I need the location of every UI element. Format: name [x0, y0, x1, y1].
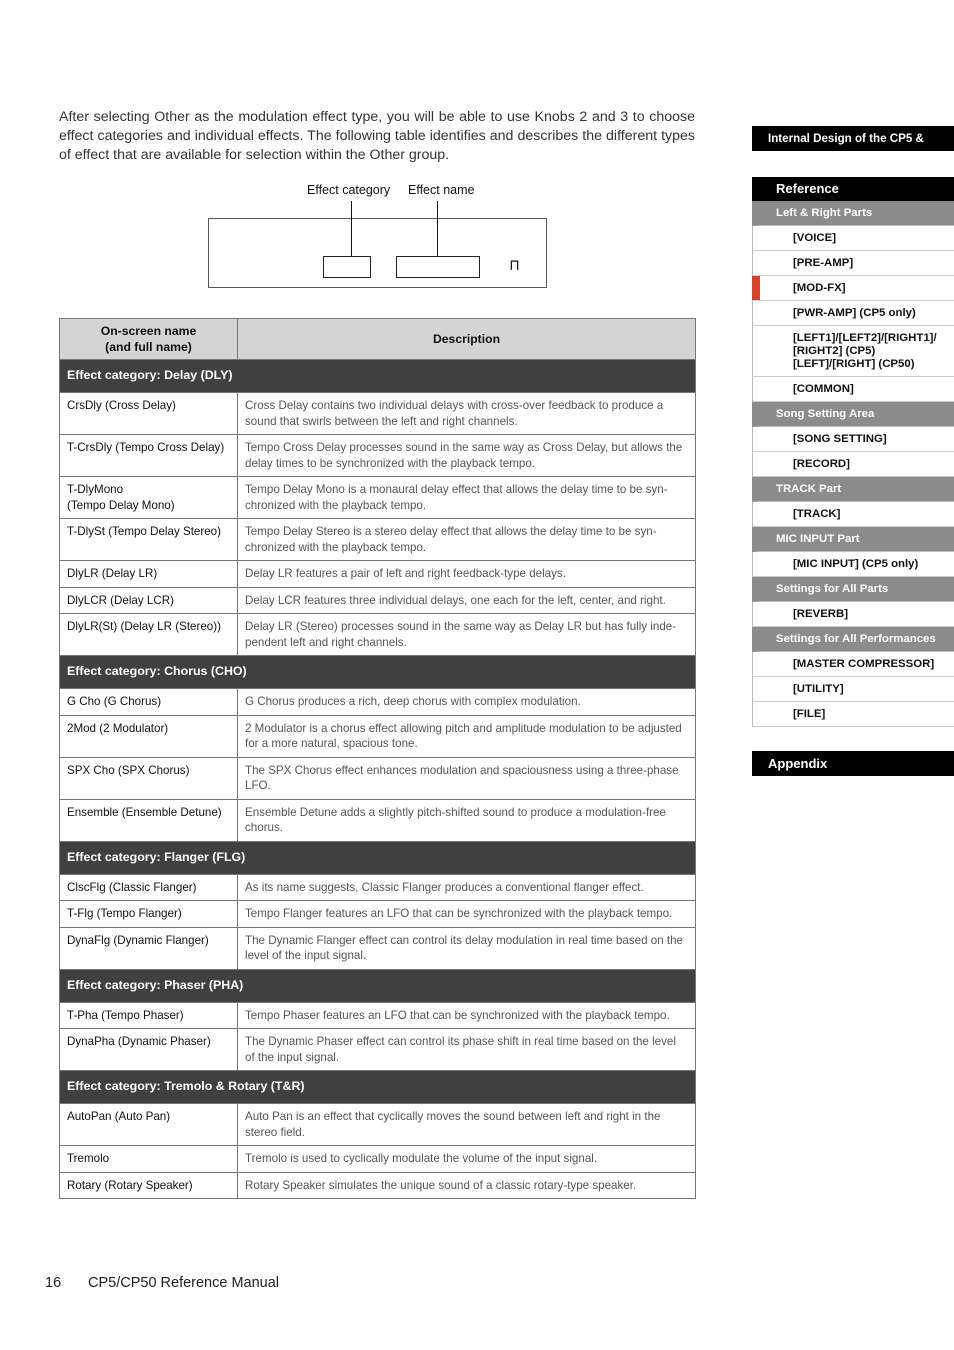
effect-description-cell: Tempo Cross Delay processes sound in the same way as Cross Delay, but allows the delay times to be synchronized with the playback tempo.: [238, 435, 696, 477]
effect-name-cell: T-DlySt (Tempo Delay Stereo): [60, 519, 238, 561]
effect-description-cell: As its name suggests, Classic Flanger produces a conventional flanger effect.: [238, 874, 696, 901]
lcd-frame: [208, 218, 547, 288]
effect-description-cell: Tempo Delay Stereo is a stereo delay effect that allows the delay time to be syn-chronized with the playback tempo.: [238, 519, 696, 561]
category-label: Effect category: Tremolo & Rotary (T&R): [60, 1071, 696, 1104]
table-row: [60, 561, 696, 588]
effect-description-cell: The Dynamic Flanger effect can control its delay modulation in real time based on the level of the input signal.: [238, 927, 696, 969]
effect-name-cell: Ensemble (Ensemble Detune): [60, 799, 238, 841]
page-number: 16: [45, 1275, 62, 1291]
table-row: [60, 614, 696, 656]
effect-name-cell: DynaFlg (Dynamic Flanger): [60, 927, 238, 969]
sidebar-item[interactable]: [FILE]: [753, 702, 954, 727]
table-row: [60, 874, 696, 901]
effect-name-cell: Rotary (Rotary Speaker): [60, 1172, 238, 1199]
sidebar-section[interactable]: TRACK Part: [752, 477, 954, 502]
name-field-box: [396, 256, 480, 278]
sidebar-item[interactable]: [MASTER COMPRESSOR]: [753, 652, 954, 677]
sidebar-item[interactable]: [MIC INPUT] (CP5 only): [753, 552, 954, 577]
effect-name-cell: CrsDly (Cross Delay): [60, 393, 238, 435]
effect-description-cell: Tempo Delay Mono is a monaural delay effect that allows the delay time to be syn-chronized with the playback tempo.: [238, 477, 696, 519]
sidebar-item[interactable]: [TRACK]: [753, 502, 954, 527]
effects-table: [59, 318, 696, 1199]
effect-name-cell: T-Pha (Tempo Phaser): [60, 1002, 238, 1029]
sidebar-section[interactable]: Settings for All Performances: [752, 627, 954, 652]
sidebar-item[interactable]: [MOD-FX]: [753, 276, 954, 301]
sidebar-section[interactable]: Song Setting Area: [752, 402, 954, 427]
table-row: [60, 519, 696, 561]
manual-title: CP5/CP50 Reference Manual: [88, 1275, 280, 1291]
effect-name-cell: ClscFlg (Classic Flanger): [60, 874, 238, 901]
sidebar-reference[interactable]: Reference: [752, 177, 954, 201]
effect-name-cell: Tremolo: [60, 1146, 238, 1173]
sidebar-item[interactable]: [REVERB]: [753, 602, 954, 627]
sidebar-item[interactable]: [PWR-AMP] (CP5 only): [753, 301, 954, 326]
sidebar-item[interactable]: [SONG SETTING]: [753, 427, 954, 452]
sidebar-item[interactable]: [LEFT1]/[LEFT2]/[RIGHT1]/ [RIGHT2] (CP5) [LEFT]/[RIGHT] (CP50): [753, 326, 954, 377]
name-pointer-line: [437, 201, 438, 258]
table-row: [60, 1146, 696, 1173]
sidebar-section[interactable]: Left & Right Parts: [752, 201, 954, 226]
effect-name-cell: T-Flg (Tempo Flanger): [60, 901, 238, 928]
effect-name-label: Effect name: [408, 183, 475, 197]
sidebar-item[interactable]: [VOICE]: [753, 226, 954, 251]
category-label: Effect category: Flanger (FLG): [60, 841, 696, 874]
effect-name-cell: AutoPan (Auto Pan): [60, 1104, 238, 1146]
sidebar-appendix[interactable]: Appendix: [752, 751, 954, 776]
effect-description-cell: G Chorus produces a rich, deep chorus with complex modulation.: [238, 689, 696, 716]
effect-description-cell: Rotary Speaker simulates the unique sound of a classic rotary-type speaker.: [238, 1172, 696, 1199]
effect-description-cell: The SPX Chorus effect enhances modulation and spaciousness using a three-phase LFO.: [238, 757, 696, 799]
sidebar-internal-design[interactable]: Internal Design of the CP5 & CP50: [752, 126, 954, 151]
sidebar-item[interactable]: [COMMON]: [753, 377, 954, 402]
page-footer: [45, 1275, 279, 1291]
table-row: [60, 927, 696, 969]
effect-description-cell: Auto Pan is an effect that cyclically moves the sound between left and right in the stereo field.: [238, 1104, 696, 1146]
table-row: [60, 477, 696, 519]
category-row: [60, 969, 696, 1002]
effect-name-cell: T-CrsDly (Tempo Cross Delay): [60, 435, 238, 477]
sidebar-section[interactable]: MIC INPUT Part: [752, 527, 954, 552]
effect-description-cell: Tempo Flanger features an LFO that can be synchronized with the playback tempo.: [238, 901, 696, 928]
table-row: [60, 799, 696, 841]
effect-name-cell: SPX Cho (SPX Chorus): [60, 757, 238, 799]
intro-paragraph: After selecting Other as the modulation effect type, you will be able to use Knobs 2 and 3 to choose effect categories and individual effects. The following table identifies and describes the different types of effect that are available for selection within the Other group.: [59, 109, 695, 163]
category-label: Effect category: Phaser (PHA): [60, 969, 696, 1002]
table-row: [60, 715, 696, 757]
table-row: [60, 587, 696, 614]
effect-description-cell: Cross Delay contains two individual delays with cross-over feedback to produce a sound that swirls between the left and right channels.: [238, 393, 696, 435]
sidebar-item[interactable]: [RECORD]: [753, 452, 954, 477]
effect-category-label: Effect category: [307, 183, 391, 197]
category-label: Effect category: Chorus (CHO): [60, 656, 696, 689]
sidebar-section[interactable]: Settings for All Parts: [752, 577, 954, 602]
effect-name-cell: T-DlyMono (Tempo Delay Mono): [60, 477, 238, 519]
table-row: [60, 1002, 696, 1029]
effect-description-cell: Tremolo is used to cyclically modulate the volume of the input signal.: [238, 1146, 696, 1173]
effect-name-cell: 2Mod (2 Modulator): [60, 715, 238, 757]
category-pointer-line: [351, 201, 352, 258]
table-row: [60, 1172, 696, 1199]
category-label: Effect category: Delay (DLY): [60, 360, 696, 393]
category-row: [60, 1071, 696, 1104]
header-description: Description: [238, 319, 696, 360]
effect-description-cell: Ensemble Detune adds a slightly pitch-shifted sound to produce a modulation-free chorus.: [238, 799, 696, 841]
table-header-row: [60, 319, 696, 360]
sidebar-item[interactable]: [UTILITY]: [753, 677, 954, 702]
effect-name-cell: DlyLR(St) (Delay LR (Stereo)): [60, 614, 238, 656]
table-row: [60, 435, 696, 477]
table-row: [60, 393, 696, 435]
category-row: [60, 841, 696, 874]
table-row: [60, 757, 696, 799]
table-row: [60, 901, 696, 928]
effect-description-cell: Delay LCR features three individual delays, one each for the left, center, and right.: [238, 587, 696, 614]
effect-description-cell: The Dynamic Phaser effect can control its phase shift in real time based on the level of the input signal.: [238, 1029, 696, 1071]
category-row: [60, 656, 696, 689]
lcd-diagram: [208, 180, 548, 290]
category-row: [60, 360, 696, 393]
effect-name-cell: DlyLR (Delay LR): [60, 561, 238, 588]
lcd-end-glyph: ⊓: [510, 256, 520, 274]
table-row: [60, 689, 696, 716]
effect-description-cell: Tempo Phaser features an LFO that can be synchronized with the playback tempo.: [238, 1002, 696, 1029]
table-row: [60, 1029, 696, 1071]
category-field-box: [323, 256, 371, 278]
effect-name-cell: G Cho (G Chorus): [60, 689, 238, 716]
effect-description-cell: Delay LR (Stereo) processes sound in the same way as Delay LR but has fully inde-pendent left and right channels.: [238, 614, 696, 656]
sidebar-nav: [752, 177, 954, 727]
effect-name-cell: DynaPha (Dynamic Phaser): [60, 1029, 238, 1071]
effect-description-cell: Delay LR features a pair of left and right feedback-type delays.: [238, 561, 696, 588]
effect-description-cell: 2 Modulator is a chorus effect allowing pitch and amplitude modulation to be adjusted for a more natural, spacious tone.: [238, 715, 696, 757]
header-name: On-screen name (and full name): [60, 319, 238, 360]
sidebar-item[interactable]: [PRE-AMP]: [753, 251, 954, 276]
table-row: [60, 1104, 696, 1146]
effect-name-cell: DlyLCR (Delay LCR): [60, 587, 238, 614]
